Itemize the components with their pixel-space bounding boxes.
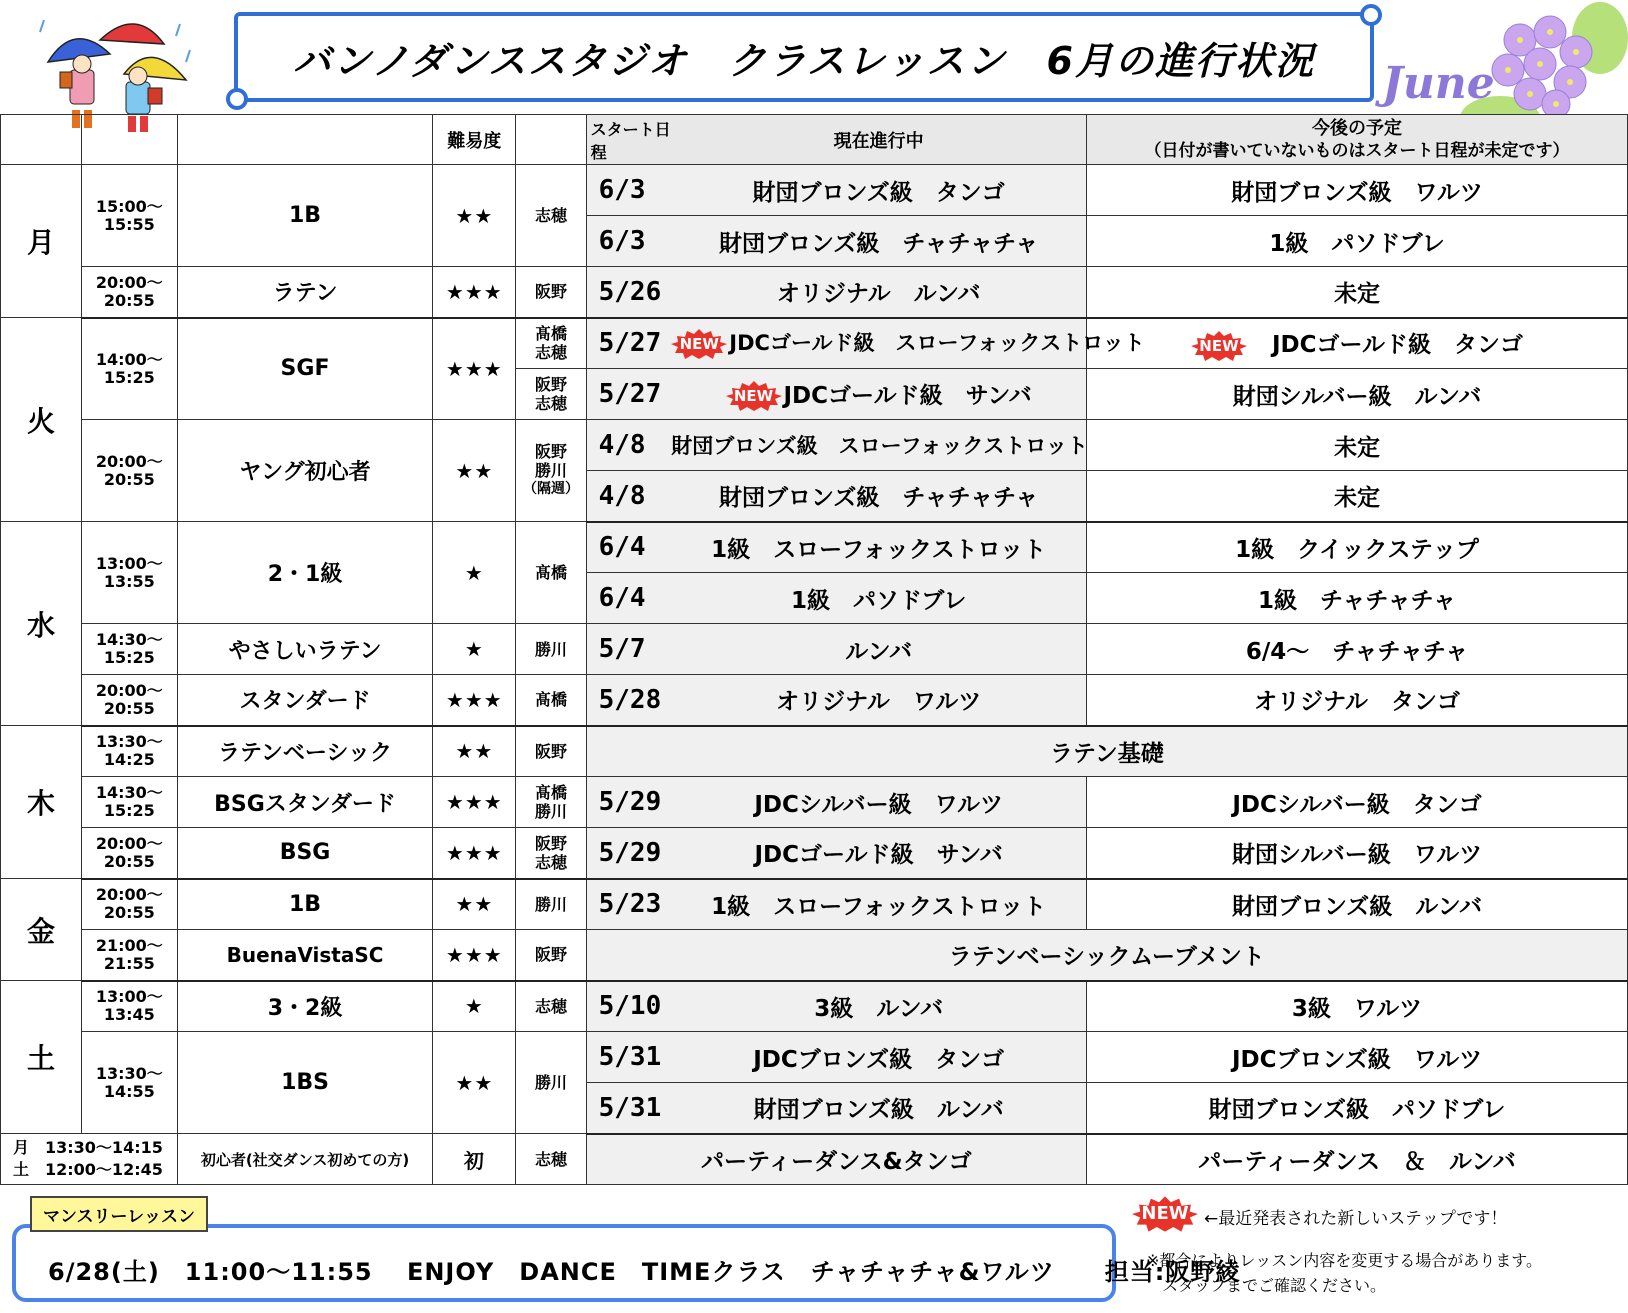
difficulty: ★ [433,981,516,1032]
legend-text: ←最近発表された新しいステップです！ [1204,1209,1508,1229]
table-row [1,1032,1628,1083]
day-thursday: 木 [1,726,82,879]
day-tuesday: 火 [1,318,82,522]
current-lesson: NEW JDCゴールド級 スローフォックストロット [671,318,1086,369]
teacher: 志穂 [516,165,586,267]
current-lesson: JDCゴールド級 サンバ [671,828,1086,879]
future-lesson: 3級 ワルツ [1087,981,1628,1032]
start-date: 6/4 [586,573,671,624]
new-badge-icon: NEW [1191,331,1247,361]
time-cell: 20:00～ 20:55 [81,420,177,522]
start-date: 5/29 [586,777,671,828]
time-cell: 13:00～ 13:45 [81,981,177,1032]
start-date: 5/26 [586,267,671,318]
teacher: 阪野 志穂 [516,369,586,420]
table-row [1,420,1628,471]
future-lesson: 1級 チャチャチャ [1087,573,1628,624]
time-cell: 21:00～ 21:55 [81,930,177,981]
current-lesson: 1級 スローフォックストロット [671,522,1086,573]
class-name: 1B [177,879,433,930]
difficulty: ★★ [433,165,516,267]
table-row [1,675,1628,726]
header-blank-day [1,115,82,165]
new-badge-icon: NEW [1132,1196,1198,1232]
day-monday: 月 [1,165,82,318]
teacher: 阪野 [516,930,586,981]
day-saturday: 土 [1,981,82,1134]
class-name: ヤング初心者 [177,420,433,522]
table-row [1,624,1628,675]
class-name: 3・2級 [177,981,433,1032]
time-cell: 13:30～ 14:25 [81,726,177,777]
class-name: 初心者(社交ダンス初めての方) [177,1134,433,1185]
difficulty: ★ [433,624,516,675]
start-date: 4/8 [586,420,671,471]
current-lesson: オリジナル ワルツ [671,675,1086,726]
future-lesson: 未定 [1087,420,1628,471]
future-lesson: 財団ブロンズ級 ルンバ [1087,879,1628,930]
note-line-2: スタッフまでご確認ください。 [1162,1276,1387,1295]
teacher: 勝川 [516,1032,586,1134]
current-lesson: 財団ブロンズ級 タンゴ [671,165,1086,216]
start-date: 4/8 [586,471,671,522]
table-row [1,930,1628,981]
header-blank-class [177,115,433,165]
teacher: 髙橋 [516,522,586,624]
start-date: 5/10 [586,981,671,1032]
class-name: ラテンベーシック [177,726,433,777]
time-cell: 14:30～ 15:25 [81,624,177,675]
table-row [1,981,1628,1032]
future-lesson: JDCシルバー級 タンゴ [1087,777,1628,828]
teacher: 髙橋 勝川 [516,777,586,828]
new-badge-icon: NEW [726,381,782,411]
page-title: バンノダンススタジオ クラスレッスン 6月の進行状況 [293,38,1315,83]
schedule-table [0,114,1628,1185]
current-lesson: ルンバ [671,624,1086,675]
difficulty: ★★ [433,879,516,930]
future-lesson: 未定 [1087,267,1628,318]
header-future-title: 今後の予定 [1312,117,1403,139]
current-lesson: JDCブロンズ級 タンゴ [671,1032,1086,1083]
table-row [1,879,1628,930]
current-lesson: パーティーダンス&タンゴ [586,1134,1086,1185]
header-future-note: （日付が書いていないものはスタート日程が未定です） [1144,140,1570,161]
class-name: 1BS [177,1032,433,1134]
table-row [1,165,1628,216]
current-lesson: NEW JDCゴールド級 サンバ [671,369,1086,420]
teacher: 髙橋 [516,675,586,726]
header-difficulty: 難易度 [433,115,516,165]
day-wednesday: 水 [1,522,82,726]
june-label: June [1382,58,1495,109]
header-current: 現在進行中 [671,115,1086,165]
time-cell: 13:00～ 13:55 [81,522,177,624]
lesson-span: ラテンベーシックムーブメント [586,930,1627,981]
monthly-lesson-label: マンスリーレッスン [30,1196,208,1232]
start-date: 5/23 [586,879,671,930]
future-lesson: 財団ブロンズ級 ワルツ [1087,165,1628,216]
new-badge-icon: NEW [671,329,727,359]
future-lesson: パーティーダンス ＆ ルンバ [1087,1134,1628,1185]
header-row [1,115,1628,165]
start-date: 6/3 [586,216,671,267]
current-lesson: 財団ブロンズ級 ルンバ [671,1083,1086,1134]
teacher: 髙橋 志穂 [516,318,586,369]
current-lesson: 財団ブロンズ級 チャチャチャ [671,471,1086,522]
class-name: ラテン [177,267,433,318]
current-lesson: JDCシルバー級 ワルツ [671,777,1086,828]
future-lesson: 財団シルバー級 ワルツ [1087,828,1628,879]
start-date: 6/4 [586,522,671,573]
difficulty: ★★ [433,1032,516,1134]
current-lesson: 財団ブロンズ級 スローフォックストロット [671,420,1086,471]
future-lesson: NEW JDCゴールド級 タンゴ [1087,318,1628,369]
start-date: 5/29 [586,828,671,879]
difficulty: ★ [433,522,516,624]
time-cell: 20:00～ 20:55 [81,267,177,318]
header-start: スタート日程 [586,115,671,165]
start-date: 5/28 [586,675,671,726]
day-friday: 金 [1,879,82,981]
time-cell: 20:00～ 20:55 [81,828,177,879]
class-name: BuenaVistaSC [177,930,433,981]
table-row [1,1134,1628,1185]
class-name: BSG [177,828,433,879]
class-name: やさしいラテン [177,624,433,675]
teacher: 阪野 [516,267,586,318]
difficulty: ★★★ [433,318,516,420]
start-date: 5/31 [586,1032,671,1083]
future-lesson: 1級 パソドブレ [1087,216,1628,267]
lesson-span: ラテン基礎 [586,726,1627,777]
start-date: 5/7 [586,624,671,675]
start-date: 5/27 [586,318,671,369]
difficulty: ★★★ [433,675,516,726]
time-cell: 13:30～ 14:55 [81,1032,177,1134]
difficulty: ★★★ [433,777,516,828]
table-row [1,777,1628,828]
current-lesson: 3級 ルンバ [671,981,1086,1032]
teacher: 勝川 [516,879,586,930]
table-row [1,726,1628,777]
monthly-lesson-text: 6/28(土) 11:00～11:55 ENJOY DANCE TIMEクラス チャチャチャ&ワルツ 担当:阪野綾 [48,1258,1241,1286]
header-blank-time [81,115,177,165]
future-lesson: 未定 [1087,471,1628,522]
table-row [1,522,1628,573]
title-banner [234,12,1374,102]
future-lesson: 1級 クイックステップ [1087,522,1628,573]
teacher: 志穂 [516,1134,586,1185]
table-row [1,267,1628,318]
time-cell: 20:00～ 20:55 [81,879,177,930]
teacher: 阪野 志穂 [516,828,586,879]
class-name: BSGスタンダード [177,777,433,828]
table-row [1,828,1628,879]
difficulty: ★★ [433,420,516,522]
teacher: 阪野 [516,726,586,777]
teacher: 志穂 [516,981,586,1032]
class-name: 1B [177,165,433,267]
current-lesson: 1級 パソドブレ [671,573,1086,624]
note-line-1: ※都合によりレッスン内容を変更する場合があります。 [1146,1251,1542,1270]
future-lesson: 財団ブロンズ級 パソドブレ [1087,1083,1628,1134]
future-lesson: JDCブロンズ級 ワルツ [1087,1032,1628,1083]
start-date: 5/27 [586,369,671,420]
table-row [1,318,1628,369]
current-lesson: 1級 スローフォックストロット [671,879,1086,930]
beginner-times: 月 13:30～14:15 土 12:00～12:45 [1,1134,178,1185]
current-lesson: 財団ブロンズ級 チャチャチャ [671,216,1086,267]
class-name: スタンダード [177,675,433,726]
teacher: 阪野 勝川 （隔週） [516,420,586,522]
difficulty: ★★★ [433,828,516,879]
header-future [1087,115,1628,165]
time-cell: 14:00～ 15:25 [81,318,177,420]
time-cell: 15:00～ 15:55 [81,165,177,267]
difficulty: ★★★ [433,267,516,318]
difficulty: ★★★ [433,930,516,981]
class-name: SGF [177,318,433,420]
time-cell: 20:00～ 20:55 [81,675,177,726]
start-date: 5/31 [586,1083,671,1134]
header-blank-teacher [516,115,586,165]
class-name: 2・1級 [177,522,433,624]
difficulty: 初 [433,1134,516,1185]
future-lesson: 6/4～ チャチャチャ [1087,624,1628,675]
teacher: 勝川 [516,624,586,675]
start-date: 6/3 [586,165,671,216]
time-cell: 14:30～ 15:25 [81,777,177,828]
future-lesson: オリジナル タンゴ [1087,675,1628,726]
current-lesson: オリジナル ルンバ [671,267,1086,318]
future-lesson: 財団シルバー級 ルンバ [1087,369,1628,420]
difficulty: ★★ [433,726,516,777]
